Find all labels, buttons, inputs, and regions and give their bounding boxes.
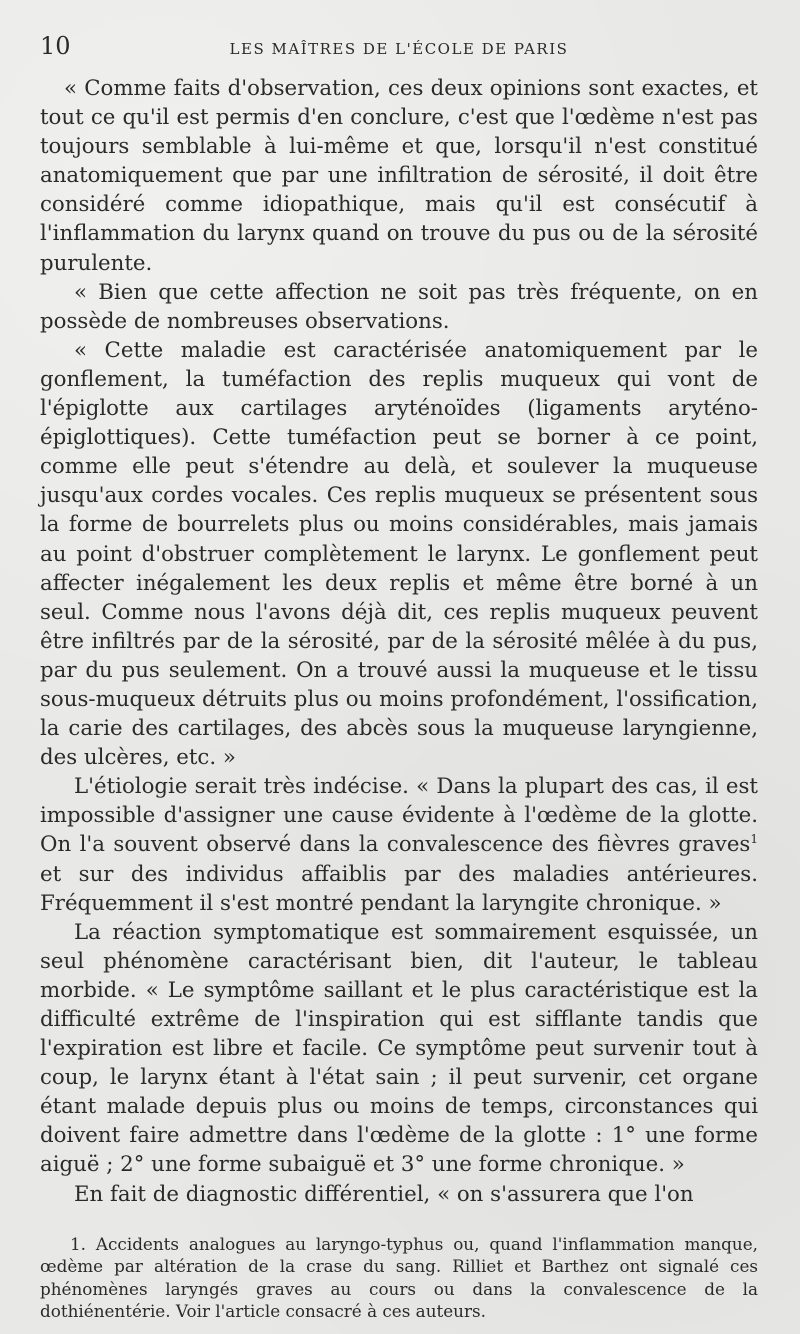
footnotes xyxy=(40,1233,758,1323)
paragraph-text: L'étiologie serait très indécise. « Dans la plupart des cas, il est impossible d'assigner une cause évidente à l'œdème de la glotte. On l'a souvent observé dans la convalescence des fièvres graves xyxy=(40,774,758,858)
paragraph: « Cette maladie est caractérisée anatomiquement par le gonflement, la tuméfaction des replis muqueux qui vont de l'épiglotte aux cartilages aryténoïdes (ligaments aryténo-épiglottiques). Cette tuméfaction peut se borner à ce point, comme elle peut s'étendre au delà, et soulever la muqueuse jusqu'aux cordes vocales. Ces replis muqueux se présentent sous la forme de bourrelets plus ou moins considérables, mais jamais au point d'obstruer complètement le larynx. Le gonflement peut affecter inégalement les deux replis et même être borné à un seul. Comme nous l'avons déjà dit, ces replis muqueux peuvent être infiltrés par de la sérosité, par de la sérosité mêlée à du pus, par du pus seulement. On a trouvé aussi la muqueuse et le tissu sous-muqueux détruits plus ou moins profondément, l'ossification, la carie des cartilages, des abcès sous la muqueuse laryngienne, des ulcères, etc. » xyxy=(40,337,758,771)
page-number: 10 xyxy=(40,32,71,60)
paragraph: « Comme faits d'observation, ces deux opinions sont exactes, et tout ce qu'il est permis d'en conclure, c'est que l'œdème n'est pas toujours semblable à lui-même et que, lorsqu'il n'est constitué anatomiquement que par une infiltration de sérosité, il doit être considéré comme idiopathique, mais qu'il est consécutif à l'inflammation du larynx quand on trouve du pus ou de la sérosité purulente. xyxy=(40,76,758,276)
paragraph xyxy=(40,772,758,917)
paragraph: « Bien que cette affection ne soit pas très fréquente, on en possède de nombreuses observations. xyxy=(40,279,758,334)
body-text xyxy=(40,74,758,1209)
paragraph-text: et sur des individus affaiblis par des maladies antérieures. Fréquemment il s'est montré pendant la laryngite chronique. » xyxy=(40,861,758,916)
running-head: LES MAÎTRES DE L'ÉCOLE DE PARIS xyxy=(229,40,569,58)
paragraph: La réaction symptomatique est sommairement esquissée, un seul phénomène caractérisant bien, dit l'auteur, le tableau morbide. « Le symptôme saillant et le plus caractéristique est la difficulté extrême de l'inspiration qui est sifflante tandis que l'expiration est libre et facile. Ce symptôme peut survenir tout à coup, le larynx étant à l'état sain ; il peut survenir, cet organe étant malade depuis plus ou moins de temps, circonstances qui doivent faire admettre dans l'œdème de la glotte : 1° une forme aiguë ; 2° une forme subaiguë et 3° une forme chronique. » xyxy=(40,919,758,1178)
paragraph: En fait de diagnostic différentiel, « on s'assurera que l'on xyxy=(74,1181,694,1207)
footnote-reference: 1 xyxy=(750,832,758,847)
footnote: 1. Accidents analogues au laryngo-typhus ou, quand l'inflammation manque, œdème par altération de la crase du sang. Rilliet et Barthez ont signalé ces phénomènes laryngés graves au cours ou dans la convalescence de la dothiénentérie. Voir l'article consacré à ces auteurs. xyxy=(40,1233,758,1322)
page-header xyxy=(40,32,758,60)
